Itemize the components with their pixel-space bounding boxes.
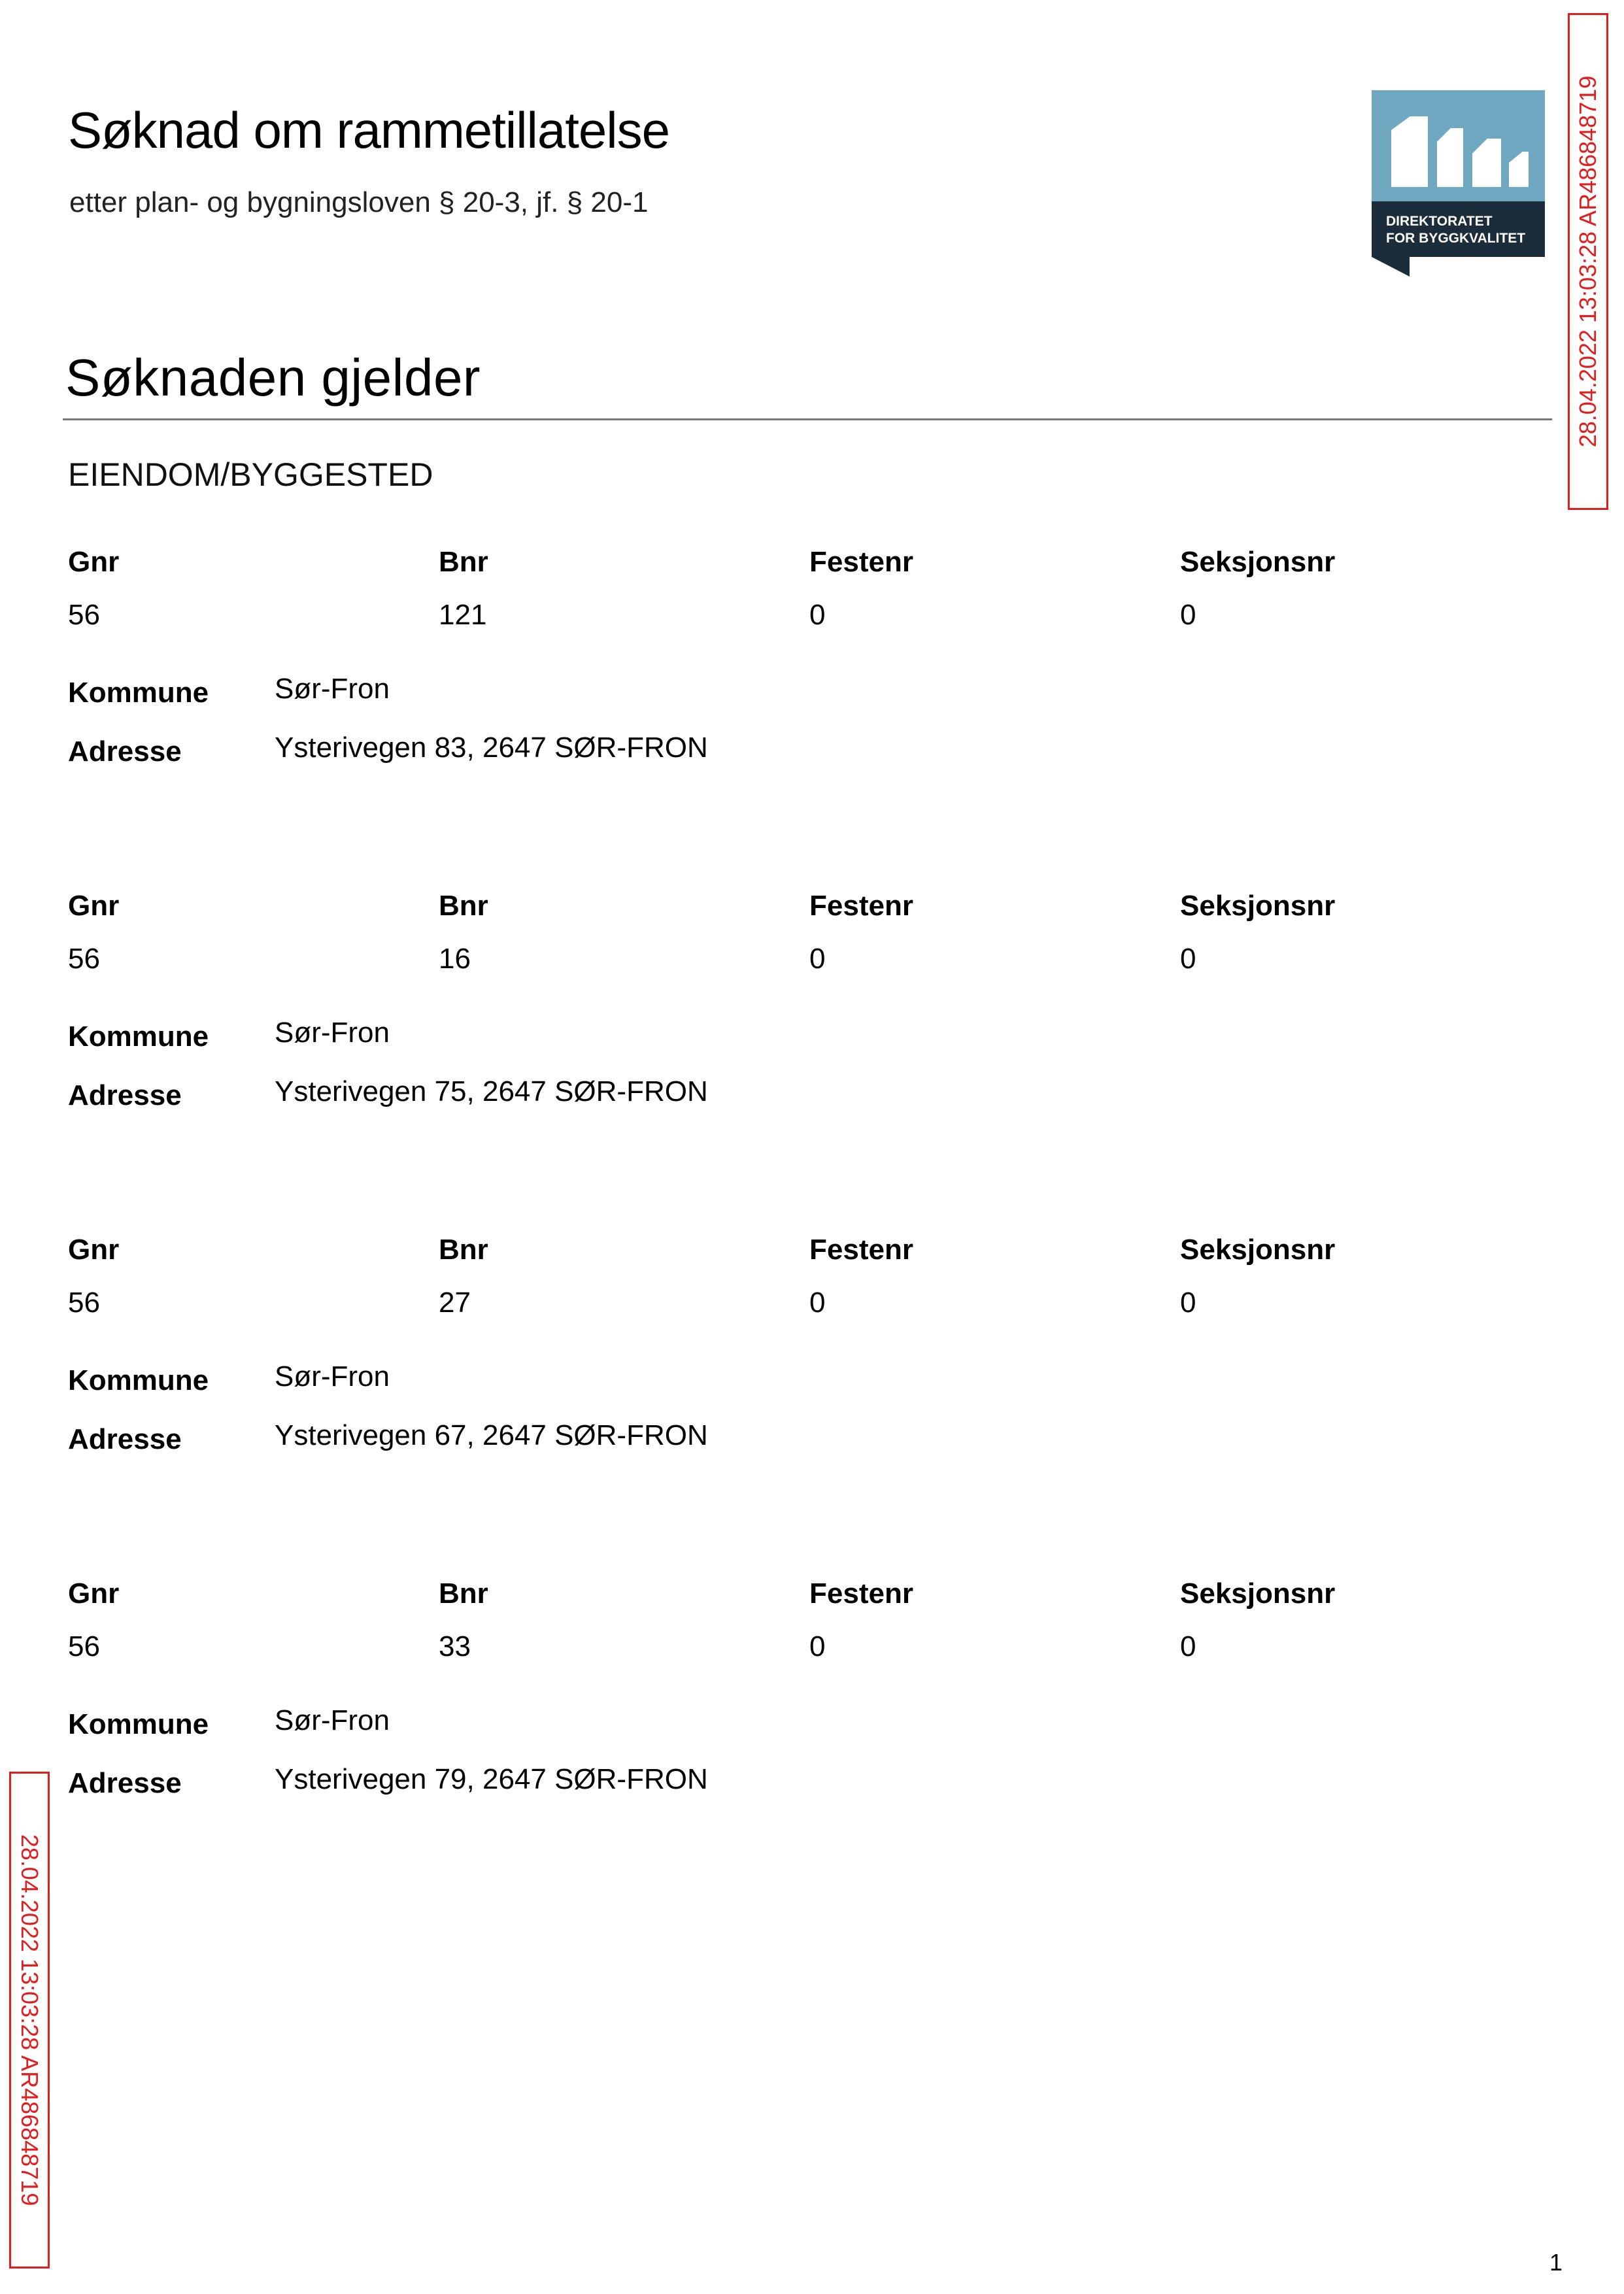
gnr-label: Gnr	[68, 1234, 120, 1266]
archive-stamp-bottom	[9, 1772, 50, 2269]
seksjonsnr-label: Seksjonsnr	[1180, 546, 1336, 578]
document-title: Søknad om rammetillatelse	[68, 101, 669, 159]
seksjonsnr-value: 0	[1180, 1630, 1196, 1662]
kommune-label: Kommune	[68, 677, 209, 709]
logo-text-line1: DIREKTORATET	[1386, 214, 1493, 229]
festenr-label: Festenr	[809, 1577, 913, 1610]
gnr-value: 56	[68, 1287, 100, 1319]
kommune-value: Sør-Fron	[275, 1017, 390, 1049]
kommune-value: Sør-Fron	[275, 673, 390, 705]
kommune-value: Sør-Fron	[275, 1704, 390, 1736]
bnr-label: Bnr	[439, 1234, 488, 1266]
kommune-value: Sør-Fron	[275, 1360, 390, 1392]
bnr-label: Bnr	[439, 1577, 488, 1610]
adresse-label: Adresse	[68, 1423, 182, 1455]
bnr-value: 33	[439, 1630, 471, 1662]
kommune-label: Kommune	[68, 1364, 209, 1396]
bnr-value: 27	[439, 1287, 471, 1319]
gnr-value: 56	[68, 599, 100, 631]
dibk-logo	[1372, 90, 1545, 277]
bnr-label: Bnr	[439, 890, 488, 922]
property-block	[68, 1577, 1506, 1852]
seksjonsnr-value: 0	[1180, 943, 1196, 975]
gnr-value: 56	[68, 943, 100, 975]
bnr-value: 121	[439, 599, 487, 631]
kommune-label: Kommune	[68, 1708, 209, 1740]
section-divider	[63, 418, 1552, 420]
adresse-label: Adresse	[68, 735, 182, 767]
gnr-label: Gnr	[68, 890, 120, 922]
logo-text-line2: FOR BYGGKVALITET	[1386, 231, 1526, 246]
festenr-value: 0	[809, 943, 826, 975]
property-block	[68, 890, 1506, 1164]
adresse-value: Ysterivegen 79, 2647 SØR-FRON	[275, 1763, 708, 1795]
bnr-label: Bnr	[439, 546, 488, 578]
festenr-value: 0	[809, 1287, 826, 1319]
adresse-value: Ysterivegen 75, 2647 SØR-FRON	[275, 1075, 708, 1107]
gnr-label: Gnr	[68, 546, 120, 578]
festenr-label: Festenr	[809, 890, 913, 922]
page-number: 1	[1549, 2249, 1563, 2276]
gnr-label: Gnr	[68, 1577, 120, 1610]
archive-stamp-top	[1568, 13, 1608, 510]
seksjonsnr-value: 0	[1180, 1287, 1196, 1319]
document-subtitle: etter plan- og bygningsloven § 20-3, jf. § 20-1	[69, 186, 649, 218]
kommune-label: Kommune	[68, 1020, 209, 1053]
property-block	[68, 546, 1506, 820]
section-heading: Søknaden gjelder	[65, 348, 481, 407]
gnr-value: 56	[68, 1630, 100, 1662]
property-block	[68, 1234, 1506, 1508]
festenr-value: 0	[809, 599, 826, 631]
adresse-label: Adresse	[68, 1767, 182, 1799]
festenr-label: Festenr	[809, 546, 913, 578]
seksjonsnr-value: 0	[1180, 599, 1196, 631]
seksjonsnr-label: Seksjonsnr	[1180, 890, 1336, 922]
archive-stamp-bottom-text: 28.04.2022 13:03:28 AR486848719	[16, 1834, 43, 2206]
seksjonsnr-label: Seksjonsnr	[1180, 1234, 1336, 1266]
festenr-value: 0	[809, 1630, 826, 1662]
adresse-value: Ysterivegen 83, 2647 SØR-FRON	[275, 732, 708, 764]
seksjonsnr-label: Seksjonsnr	[1180, 1577, 1336, 1610]
dibk-logo-mark	[1372, 90, 1545, 277]
archive-stamp-top-text: 28.04.2022 13:03:28 AR486848719	[1574, 75, 1601, 448]
festenr-label: Festenr	[809, 1234, 913, 1266]
subsection-heading: EIENDOM/BYGGESTED	[68, 456, 433, 493]
bnr-value: 16	[439, 943, 471, 975]
adresse-label: Adresse	[68, 1079, 182, 1111]
adresse-value: Ysterivegen 67, 2647 SØR-FRON	[275, 1419, 708, 1451]
